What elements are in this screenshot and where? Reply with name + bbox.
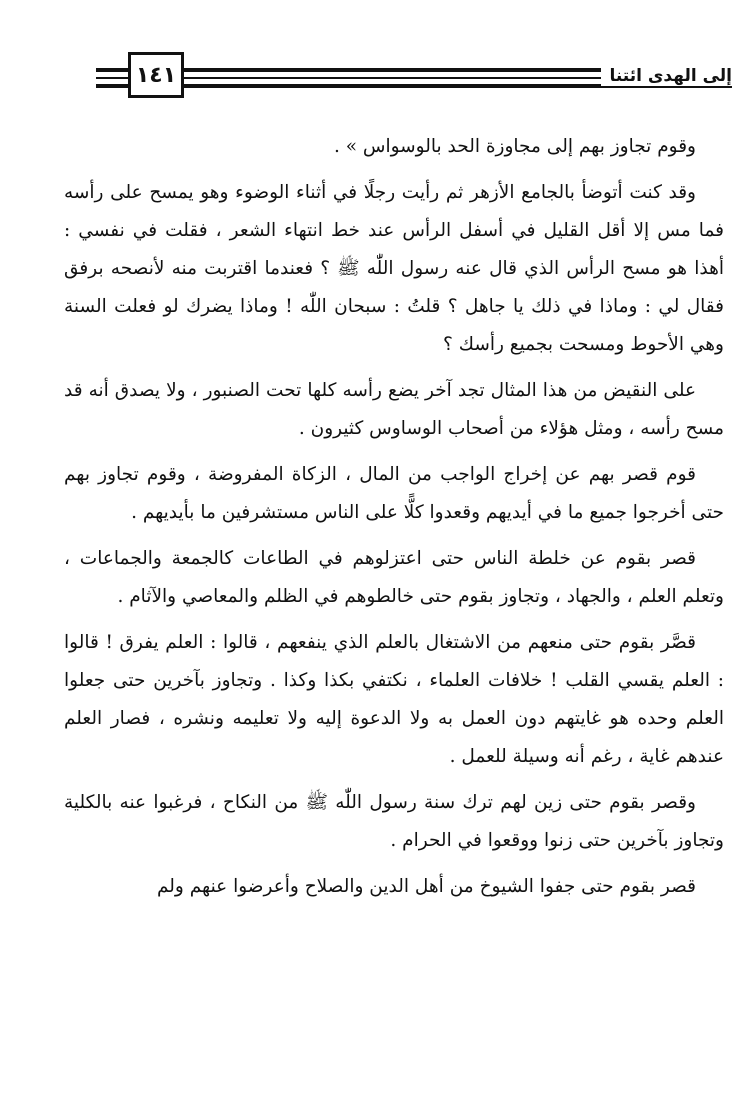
page-number: ١٤١ (128, 52, 184, 98)
running-title: إلى الهدى ائتنا (601, 66, 732, 86)
paragraph: قصر بقوم عن خلطة الناس حتى اعتزلوهم في الطاعات كالجمعة والجماعات ، وتعلم العلم ، والجهاد ، وتجاوز بقوم حتى خالطوهم في الظلم والمعاصي والآثام . (64, 548, 724, 607)
paragraph: وقصر بقوم حتى زين لهم ترك سنة رسول اللّٰه ﷺ من النكاح ، فرغبوا عنه بالكلية وتجاوز بآخرين حتى زنوا ووقعوا في الحرام . (64, 792, 724, 851)
page-header (96, 46, 732, 102)
paragraph: قصَّر بقوم حتى منعهم من الاشتغال بالعلم الذي ينفعهم ، قالوا : العلم يفرق ! قالوا : العلم يقسي القلب ! خلافات العلماء ، نكتفي بكذا وكذا . وتجاوز بآخرين حتى جعلوا العلم وحده هو غايتهم دون العمل به ولا الدعوة إليه ولا تعليمه ونشره ، فصار العلم عندهم غاية ، رغم أنه وسيلة للعمل . (64, 632, 724, 767)
paragraph: قوم قصر بهم عن إخراج الواجب من المال ، الزكاة المفروضة ، وقوم تجاوز بهم حتى أخرجوا جميع ما في أيديهم وقعدوا كلًّا على الناس مستشرفين ما بأيديهم . (64, 464, 724, 523)
body-text (64, 128, 724, 914)
paragraph: وقوم تجاوز بهم إلى مجاوزة الحد بالوسواس » . (333, 136, 696, 157)
paragraph: على النقيض من هذا المثال تجد آخر يضع رأسه كلها تحت الصنبور ، ولا يصدق أنه قد مسح رأسه ، ومثل هؤلاء من أصحاب الوساوس كثيرون . (64, 380, 724, 439)
paragraph: قصر بقوم حتى جفوا الشيوخ من أهل الدين والصلاح وأعرضوا عنهم ولم (156, 876, 696, 897)
paragraph: وقد كنت أتوضأ بالجامع الأزهر ثم رأيت رجلًا في أثناء الوضوء وهو يمسح على رأسه فما مس إلا أقل القليل في أسفل الرأس عند خط انتهاء الشعر ، فقلت في نفسي : أهذا هو مسح الرأس الذي قال عنه رسول اللّٰه ﷺ ؟ فعندما اقتربت منه لأنصحه برفق فقال لي : وماذا في ذلك يا جاهل ؟ قلتُ : سبحان اللّٰه ! وماذا يضرك لو فعلت السنة وهي الأحوط ومسحت بجميع رأسك ؟ (64, 182, 724, 355)
